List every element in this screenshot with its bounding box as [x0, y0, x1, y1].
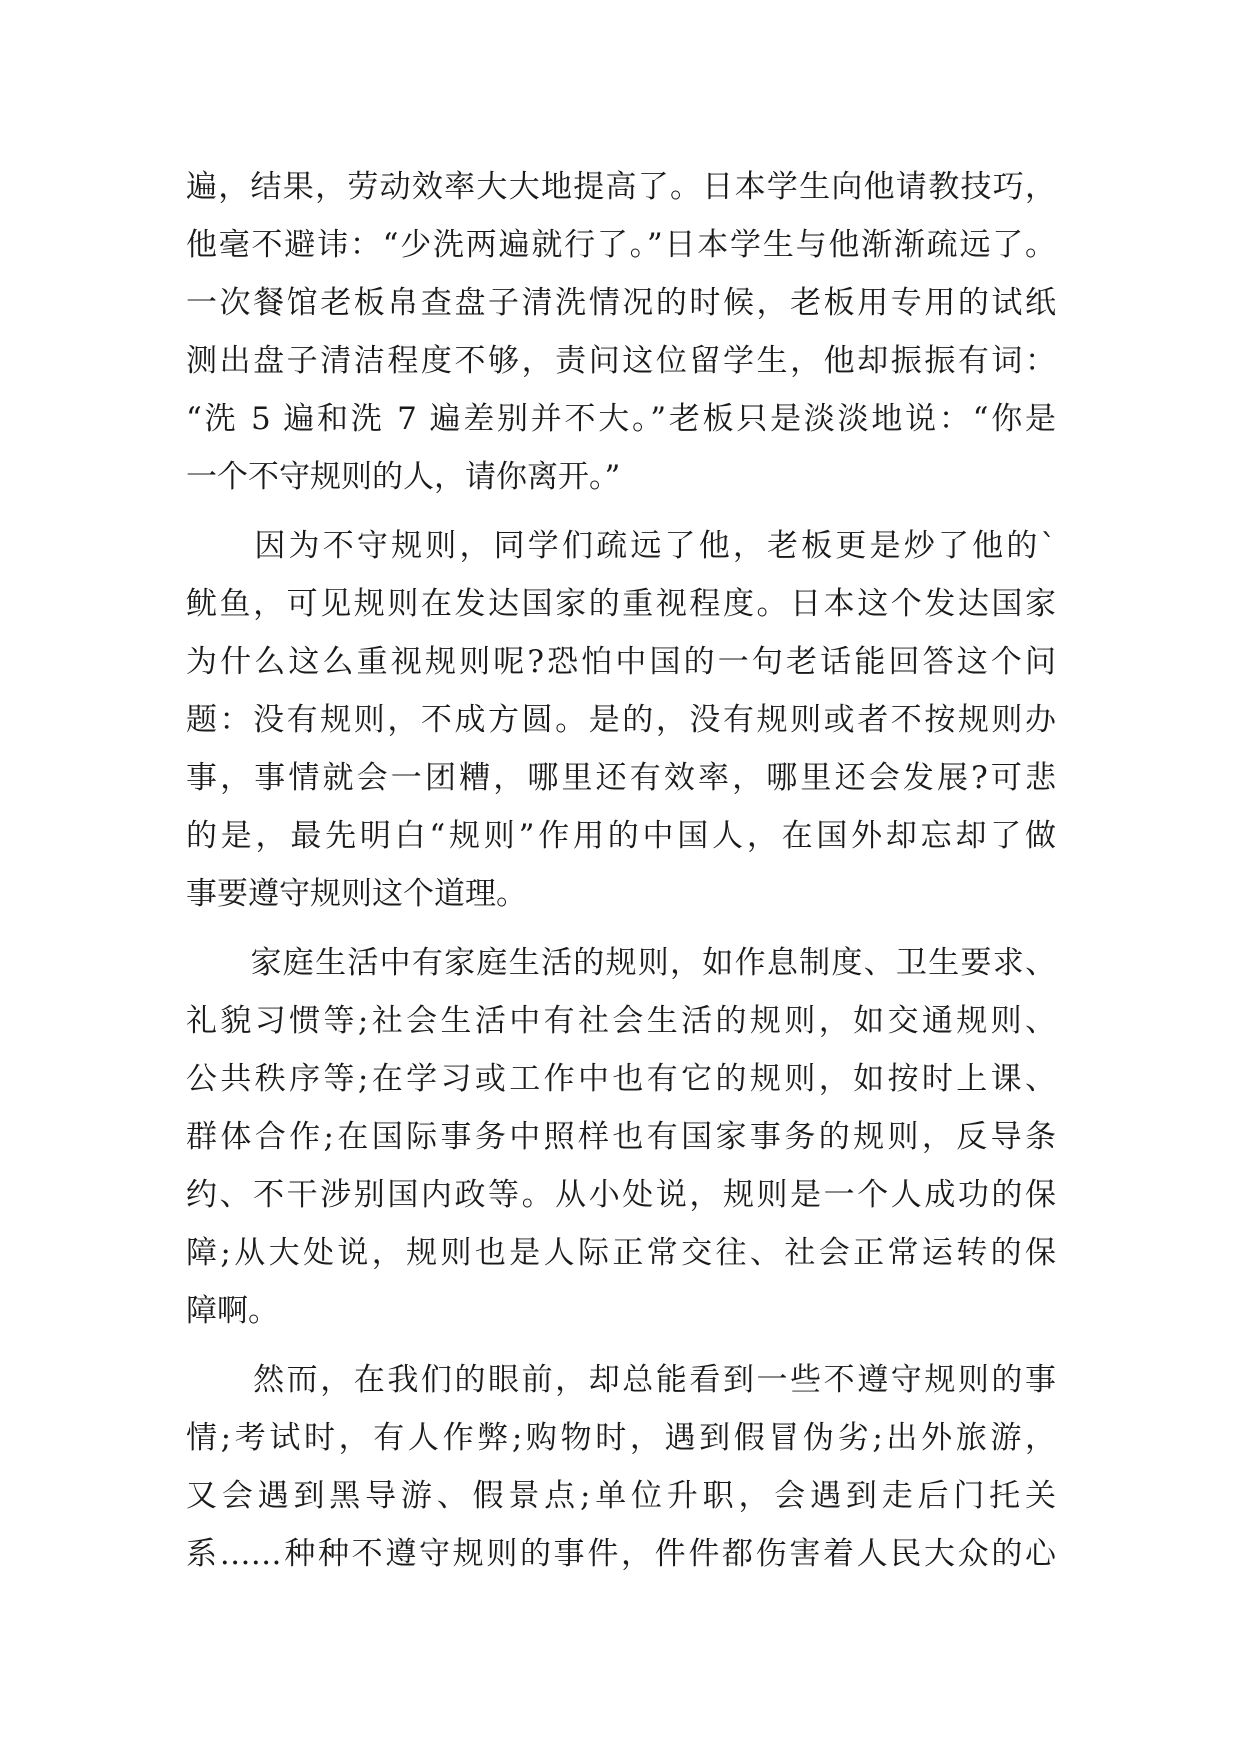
text-line: 情;考试时，有人作弊;购物时，遇到假冒伪劣;出外旅游， [186, 1420, 1056, 1456]
text-line: 测出盘子清洁程度不够，责问这位留学生，他却振振有词： [186, 343, 1056, 379]
text-line: 障;从大处说，规则也是人际正常交往、社会正常运转的保 [186, 1235, 1056, 1271]
text-line: 一个不守规则的人，请你离开。” [186, 459, 621, 495]
text-line: 为什么这么重视规则呢?恐怕中国的一句老话能回答这个问 [186, 644, 1056, 680]
text-line: 事，事情就会一团糟，哪里还有效率，哪里还会发展?可悲 [186, 760, 1056, 796]
text-line: 因为不守规则，同学们疏远了他，老板更是炒了他的` [186, 528, 1056, 564]
text-line: 鱿鱼，可见规则在发达国家的重视程度。日本这个发达国家 [186, 586, 1056, 622]
text-line: 障啊。 [186, 1293, 279, 1329]
text-line: 约、不干涉别国内政等。从小处说，规则是一个人成功的保 [186, 1177, 1056, 1213]
paragraph-gap [186, 506, 1056, 517]
text-line: 事要遵守规则这个道理。 [186, 876, 527, 912]
paragraph-gap [186, 1340, 1056, 1351]
text-line: “洗 5 遍和洗 7 遍差别并不大。”老板只是淡淡地说：“你是 [186, 401, 1056, 437]
text-line: 系……种种不遵守规则的事件，件件都伤害着人民大众的心 [186, 1536, 1056, 1572]
text-line: 一次餐馆老板帛查盘子清洗情况的时候，老板用专用的试纸 [186, 285, 1056, 321]
text-line: 遍，结果，劳动效率大大地提高了。日本学生向他请教技巧， [186, 169, 1056, 205]
text-line: 家庭生活中有家庭生活的规则，如作息制度、卫生要求、 [186, 945, 1056, 981]
text-line: 然而，在我们的眼前，却总能看到一些不遵守规则的事 [186, 1362, 1056, 1398]
text-line: 礼貌习惯等;社会生活中有社会生活的规则，如交通规则、 [186, 1003, 1056, 1039]
text-line: 公共秩序等;在学习或工作中也有它的规则，如按时上课、 [186, 1061, 1056, 1097]
document-body [186, 158, 1056, 1583]
text-line: 的是，最先明白“规则”作用的中国人，在国外却忘却了做 [186, 818, 1056, 854]
text-line: 题：没有规则，不成方圆。是的，没有规则或者不按规则办 [186, 702, 1056, 738]
text-line: 又会遇到黑导游、假景点;单位升职，会遇到走后门托关 [186, 1478, 1056, 1514]
text-line: 群体合作;在国际事务中照样也有国家事务的规则，反导条 [186, 1119, 1056, 1155]
text-line: 他毫不避讳：“少洗两遍就行了。”日本学生与他渐渐疏远了。 [186, 227, 1056, 263]
paragraph-gap [186, 923, 1056, 934]
